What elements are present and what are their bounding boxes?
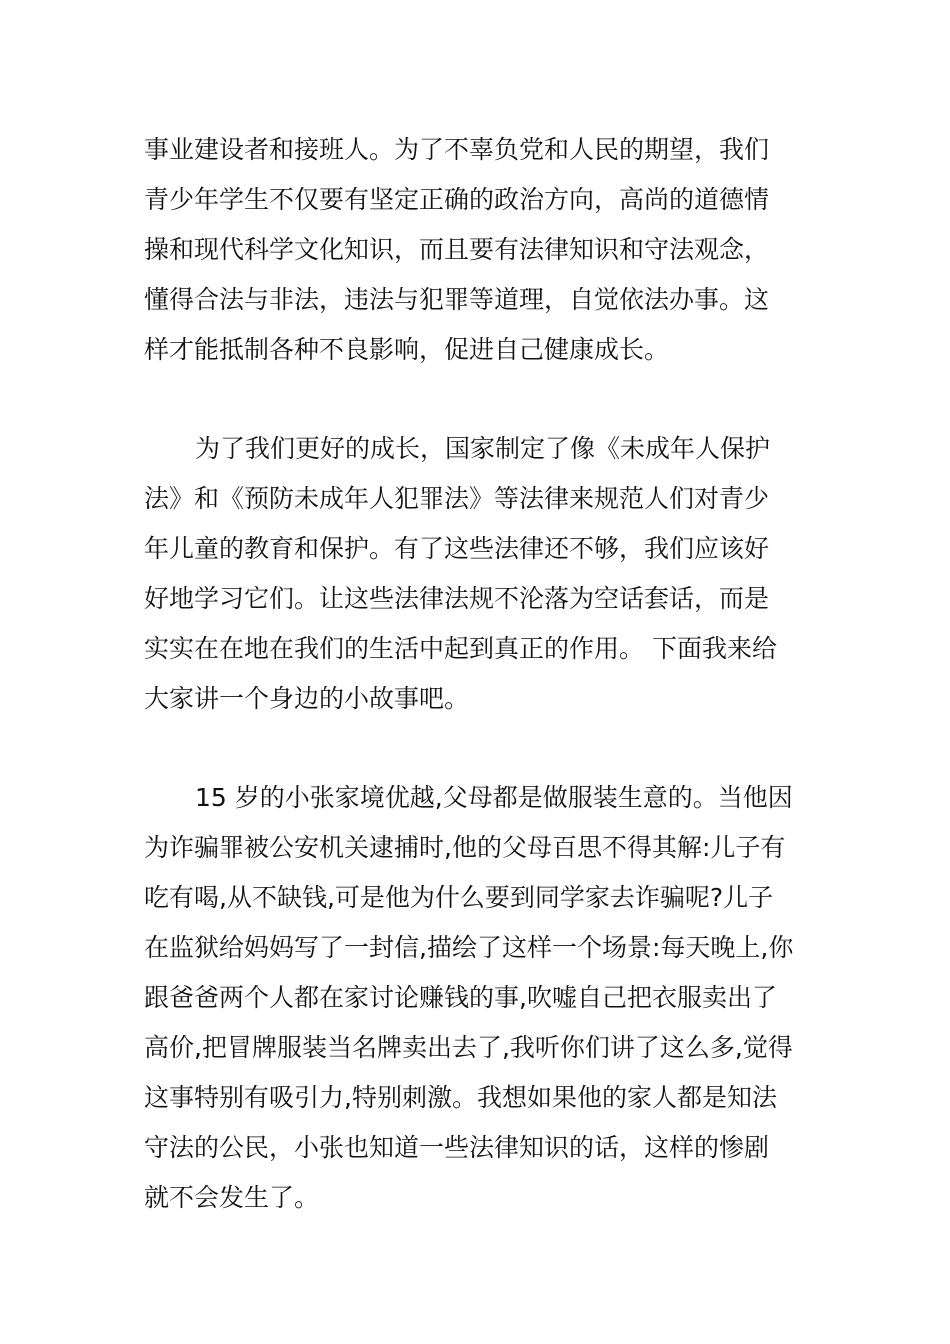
text-line: 年儿童的教育和保护。有了这些法律还不够，我们应该好 (144, 534, 770, 563)
text-line: 为诈骗罪被公安机关逮捕时,他的父母百思不得其解:儿子有 (144, 833, 786, 862)
text-line: 在监狱给妈妈写了一封信,描绘了这样一个场景:每天晚上,你 (144, 933, 794, 962)
text-line: 样才能抵制各种不良影响，促进自己健康成长。 (144, 335, 670, 364)
text-line: 守法的公民，小张也知道一些法律知识的话，这样的惨剧 (144, 1133, 770, 1162)
text-line: 操和现代科学文化知识，而且要有法律知识和守法观念， (144, 235, 770, 264)
text-line: 这事特别有吸引力,特别刺激。我想如果他的家人都是知法 (144, 1083, 777, 1112)
text-line: 事业建设者和接班人。为了不辜负党和人民的期望，我们 (144, 135, 770, 164)
text-line: 懂得合法与非法，违法与犯罪等道理，自觉依法办事。这 (144, 285, 770, 314)
text-line: 大家讲一个身边的小故事吧。 (144, 684, 470, 713)
text-line: 法》和《预防未成年人犯罪法》等法律来规范人们对青少 (144, 484, 770, 513)
text-line: 就不会发生了。 (144, 1183, 320, 1212)
text-line: 15 岁的小张家境优越,父母都是做服装生意的。当他因 (195, 783, 793, 812)
text-line: 高价,把冒牌服装当名牌卖出去了,我听你们讲了这么多,觉得 (144, 1033, 793, 1062)
text-line: 好地学习它们。让这些法律法规不沦落为空话套话，而是 (144, 584, 770, 613)
text-line: 吃有喝,从不缺钱,可是他为什么要到同学家去诈骗呢?儿子 (144, 883, 774, 912)
text-line: 实实在在地在我们的生活中起到真正的作用。 下面我来给 (144, 634, 777, 663)
text-line: 为了我们更好的成长，国家制定了像《未成年人保护 (195, 434, 771, 463)
text-line: 跟爸爸两个人都在家讨论赚钱的事,吹嘘自己把衣服卖出了 (144, 983, 777, 1012)
text-line: 青少年学生不仅要有坚定正确的政治方向，高尚的道德情 (144, 185, 770, 214)
